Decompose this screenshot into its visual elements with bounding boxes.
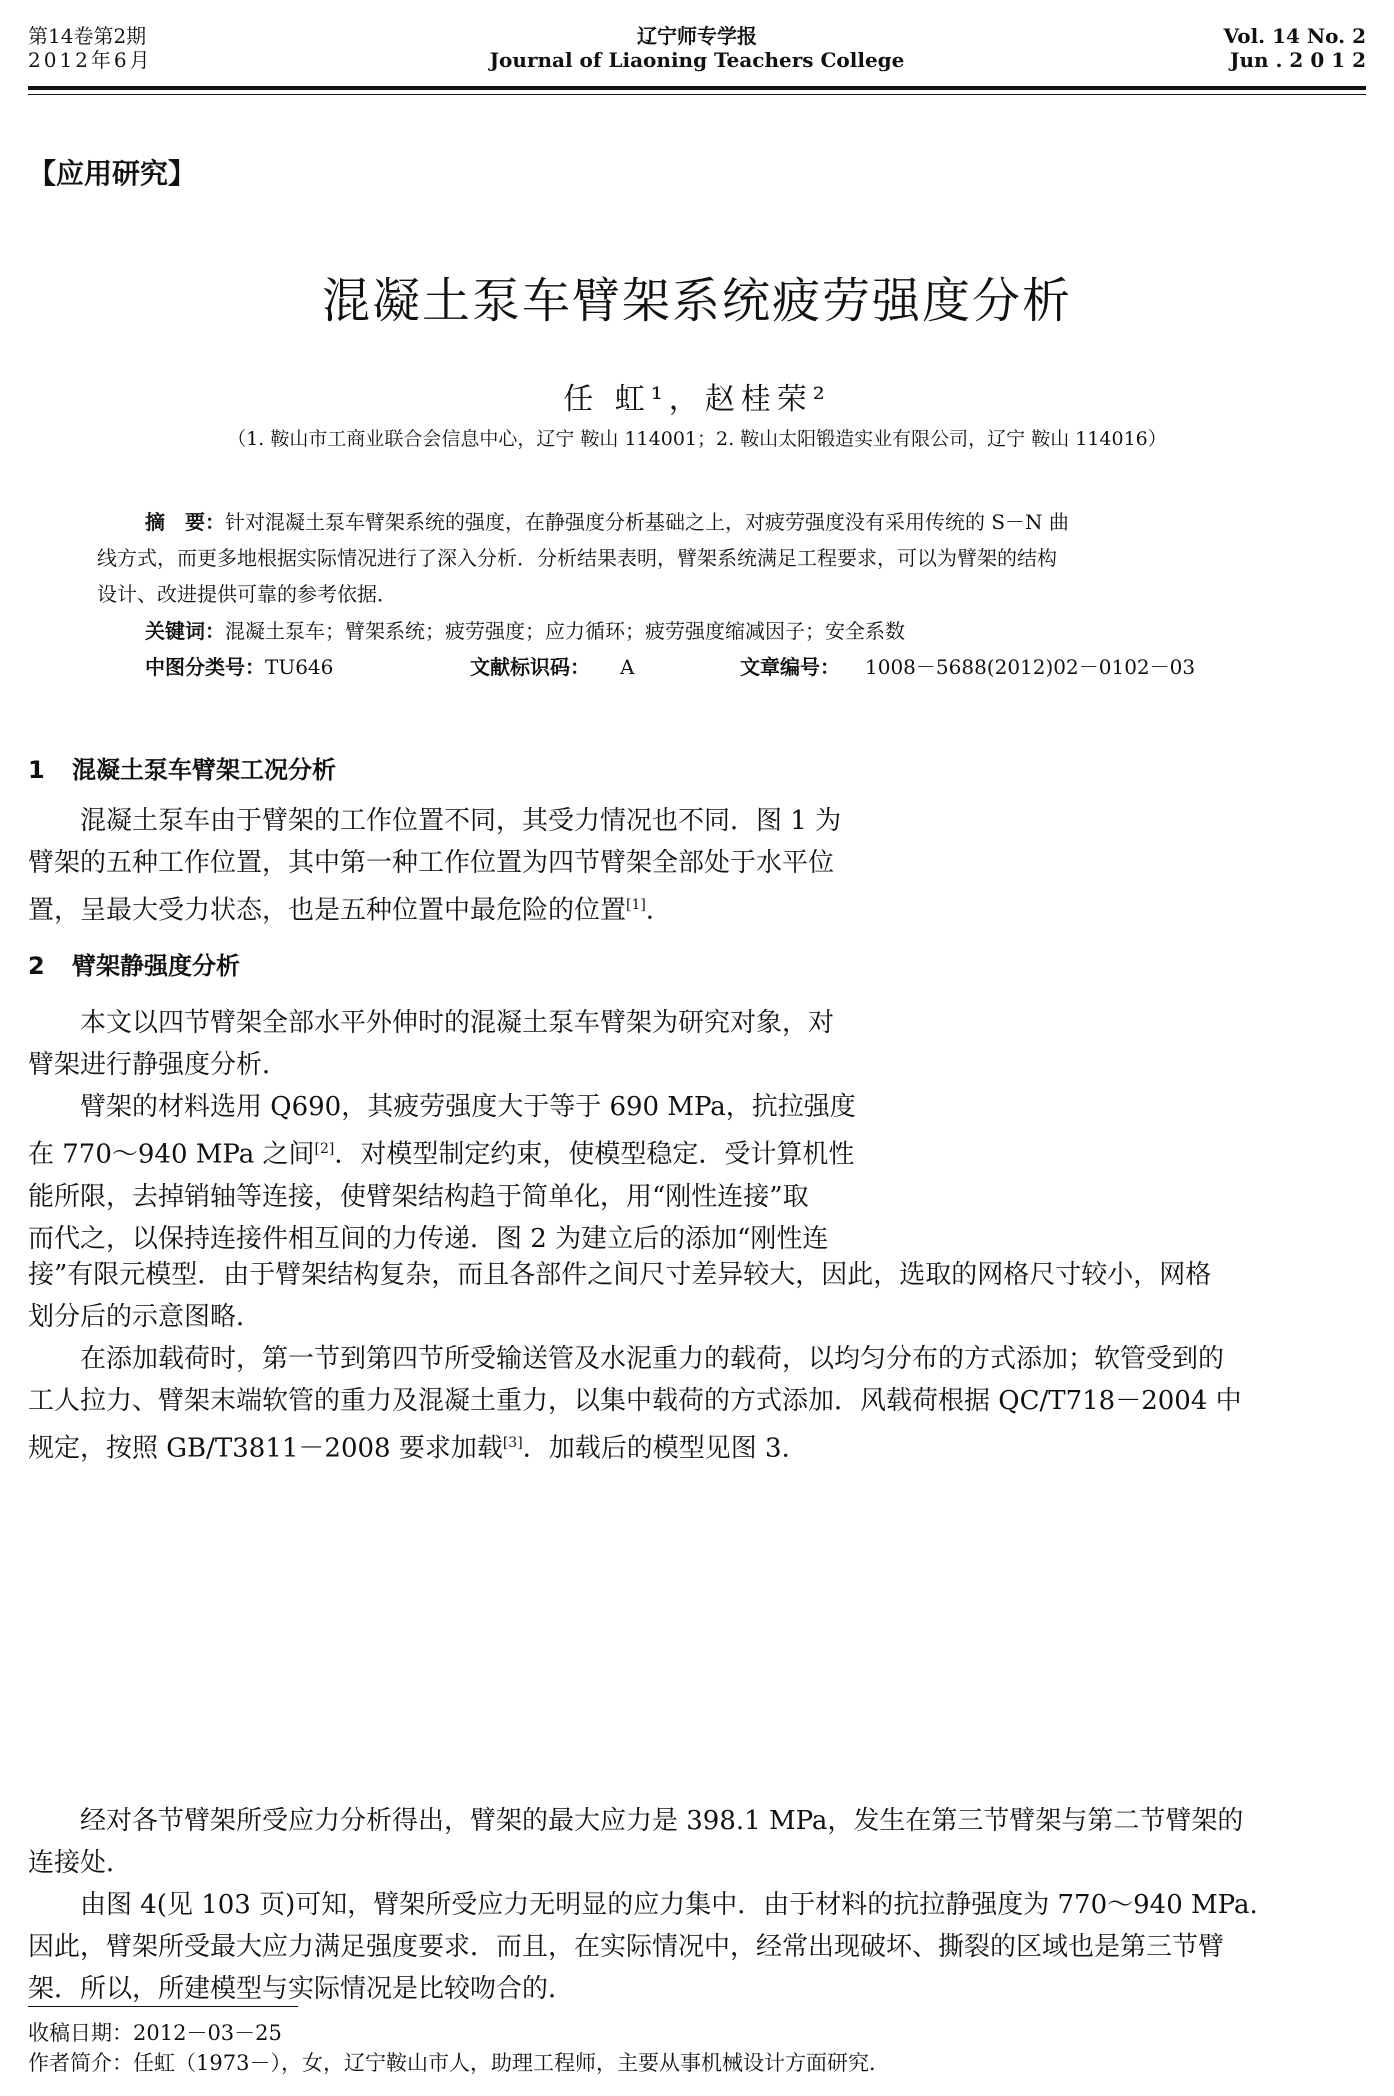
section-2-paragraph-3 bbox=[28, 1338, 1366, 1470]
text-line: 架．所以，所建模型与实际情况是比较吻合的． bbox=[28, 1974, 575, 2004]
keywords-text: 混凝土泵车；臂架系统；疲劳强度；应力循环；疲劳强度缩减因子；安全系数 bbox=[225, 619, 905, 643]
text-line: 混凝土泵车由于臂架的工作位置不同，其受力情况也不同．图 1 为 bbox=[80, 806, 842, 836]
volume-en: Vol. 14 No. 2 bbox=[1223, 24, 1366, 48]
affiliation: （1. 鞍山市工商业联合会信息中心，辽宁 鞍山 114001；2. 鞍山太阳锻造实业有限公司，辽宁 鞍山 114016） bbox=[227, 428, 1167, 450]
abstract-line-1: 针对混凝土泵车臂架系统的强度，在静强度分析基础之上，对疲劳强度没有采用传统的 S－N 曲 bbox=[225, 510, 1069, 534]
text-line: 能所限，去掉销轴等连接，使臂架结构趋于简单化，用“刚性连接”取 bbox=[28, 1181, 809, 1212]
column-tag: 【应用研究】 bbox=[28, 157, 197, 190]
volume-cn: 第14卷第2期 bbox=[28, 24, 147, 48]
clc-value: TU646 bbox=[265, 655, 334, 679]
text-line: 工人拉力、臂架末端软管的重力及混凝土重力，以集中载荷的方式添加．风载荷根据 QC/T718－2004 中 bbox=[28, 1386, 1242, 1416]
section-2-title: 臂架静强度分析 bbox=[72, 952, 240, 980]
article-number-label: 文章编号： bbox=[740, 655, 840, 679]
received-date: 收稿日期：2012－03－25 bbox=[28, 2021, 282, 2045]
section-2-number: 2 bbox=[28, 952, 45, 980]
text-line: 置，呈最大受力状态，也是五种位置中最危险的位置 bbox=[28, 895, 627, 926]
text-line: 在添加载荷时，第一节到第四节所受输送管及水泥重力的载荷，以均匀分布的方式添加；软管受到的 bbox=[80, 1344, 1225, 1374]
text-line: 而代之，以保持连接件相互间的力传递．图 2 为建立后的添加“刚性连 bbox=[28, 1223, 829, 1254]
article-title: 混凝土泵车臂架系统疲劳强度分析 bbox=[321, 273, 1072, 329]
section-2-paragraph-1 bbox=[28, 1002, 928, 1086]
article-number-value: 1008－5688(2012)02－0102－03 bbox=[865, 655, 1196, 679]
abstract-line-2: 线方式，而更多地根据实际情况进行了深入分析．分析结果表明，臂架系统满足工程要求，可以为臂架的结构 bbox=[97, 546, 1057, 570]
classification-line bbox=[145, 649, 1295, 685]
section-1-heading bbox=[28, 750, 336, 785]
section-1-number: 1 bbox=[28, 756, 45, 784]
citation-3: [3] bbox=[502, 1435, 523, 1451]
journal-name-en: Journal of Liaoning Teachers College bbox=[489, 48, 905, 72]
text-line: 由图 4(见 103 页)可知，臂架所受应力无明显的应力集中．由于材料的抗拉静强度为 770～940 MPa. bbox=[80, 1890, 1258, 1920]
footnote bbox=[28, 2018, 1366, 2078]
text-line: 因此，臂架所受最大应力满足强度要求．而且，在实际情况中，经常出现破坏、撕裂的区域也是第三节臂 bbox=[28, 1932, 1225, 1962]
header-rule-thin bbox=[28, 94, 1366, 95]
header-left bbox=[28, 24, 153, 72]
date-cn: 2012年6月 bbox=[28, 48, 153, 72]
author-bio: 作者简介：任虹（1973－），女，辽宁鞍山市人，助理工程师，主要从事机械设计方面研究． bbox=[28, 2051, 890, 2075]
text-line: ．加载后的模型见图 3. bbox=[522, 1433, 790, 1464]
text-line: 臂架进行静强度分析． bbox=[28, 1050, 289, 1080]
section-1-paragraph bbox=[28, 800, 928, 932]
section-2-paragraph-4 bbox=[28, 1800, 1366, 1884]
keywords bbox=[145, 613, 1295, 649]
date-en: Jun . 2 0 1 2 bbox=[1230, 48, 1366, 72]
text-line: ．对模型制定约束，使模型稳定．受计算机性 bbox=[334, 1139, 855, 1170]
text-line: 连接处． bbox=[28, 1848, 133, 1878]
abstract bbox=[97, 504, 1297, 612]
section-2-paragraph-2 bbox=[28, 1086, 928, 1260]
text-line: 本文以四节臂架全部水平外伸时的混凝土泵车臂架为研究对象，对 bbox=[80, 1008, 835, 1038]
text-line: 划分后的示意图略． bbox=[28, 1302, 263, 1332]
citation-1: [1] bbox=[626, 897, 646, 913]
text-line: 臂架的材料选用 Q690，其疲劳强度大于等于 690 MPa，抗拉强度 bbox=[80, 1092, 856, 1122]
header-rule-thick bbox=[28, 86, 1366, 90]
citation-2: [2] bbox=[314, 1141, 335, 1157]
section-1-title: 混凝土泵车臂架工况分析 bbox=[72, 756, 336, 784]
abstract-label: 摘 要： bbox=[145, 510, 225, 534]
section-2-heading bbox=[28, 946, 240, 981]
keywords-label: 关键词： bbox=[145, 619, 225, 643]
clc-label: 中图分类号： bbox=[145, 655, 265, 679]
header-center bbox=[397, 24, 997, 72]
text-line: 在 770～940 MPa 之间 bbox=[28, 1139, 315, 1170]
authors: 任 虹¹，赵桂荣² bbox=[563, 382, 831, 417]
doc-code-label: 文献标识码： bbox=[470, 655, 590, 679]
journal-name-cn: 辽宁师专学报 bbox=[637, 24, 757, 48]
footnote-rule bbox=[28, 2006, 298, 2007]
section-2-paragraph-5 bbox=[28, 1884, 1366, 2010]
text-line-end: ． bbox=[645, 895, 672, 926]
doc-code-value: A bbox=[620, 655, 635, 679]
text-line: 接”有限元模型．由于臂架结构复杂，而且各部件之间尺寸差异较大，因此，选取的网格尺寸较小，网格 bbox=[28, 1260, 1212, 1290]
text-line: 臂架的五种工作位置，其中第一种工作位置为四节臂架全部处于水平位 bbox=[28, 848, 835, 878]
abstract-line-3: 设计、改进提供可靠的参考依据． bbox=[97, 582, 397, 606]
text-line: 规定，按照 GB/T3811－2008 要求加载 bbox=[28, 1433, 503, 1464]
text-line: 经对各节臂架所受应力分析得出，臂架的最大应力是 398.1 MPa，发生在第三节臂架与第二节臂架的 bbox=[80, 1806, 1244, 1836]
section-2-paragraph-2-continued bbox=[28, 1254, 1366, 1338]
header-right bbox=[1224, 24, 1366, 72]
